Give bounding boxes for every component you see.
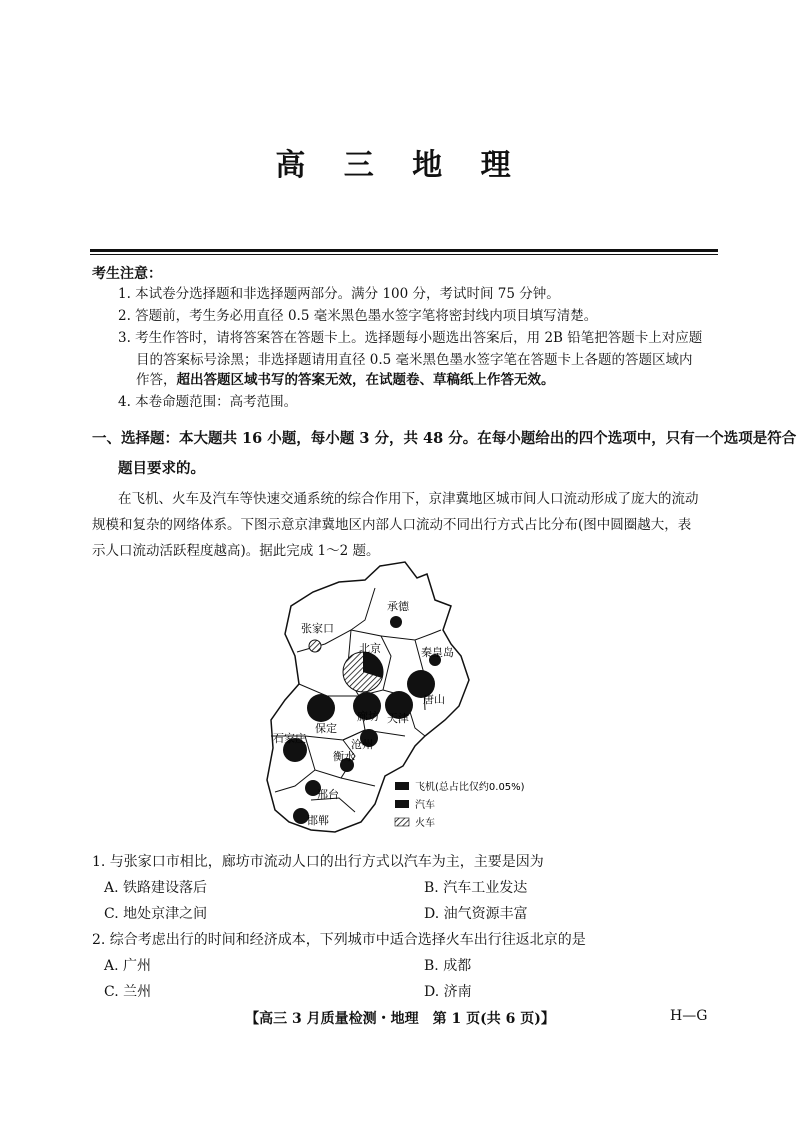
city-label-baoding: 保定 xyxy=(315,722,337,735)
city-label-zhangjiakou: 张家口 xyxy=(301,622,334,635)
notice-item-1: 1. 本试卷分选择题和非选择题两部分。满分 100 分，考试时间 75 分钟。 xyxy=(118,286,560,302)
question-1-option-b[interactable]: B. 汽车工业发达 xyxy=(424,880,528,896)
notice-heading: 考生注意： xyxy=(92,266,162,282)
zhangjiakou-pie xyxy=(309,640,321,652)
notice-item-3: 3. 考生作答时，请将答案答在答题卡上。选择题每小题选出答案后，用 2B 铅笔把答题卡上对应题 xyxy=(118,330,703,346)
question-2-stem: 2. 综合考虑出行的时间和经济成本，下列城市中适合选择火车出行往返北京的是 xyxy=(92,932,586,948)
notice-item-4: 4. 本卷命题范围：高考范围。 xyxy=(118,394,298,410)
city-label-qinhuangdao: 秦皇岛 xyxy=(421,646,454,659)
jingjinji-map xyxy=(255,560,555,840)
section-heading: 一、选择题：本大题共 16 小题，每小题 3 分，共 48 分。在每小题给出的四个选项中，只有一个选项是符合 xyxy=(92,430,797,447)
city-label-chengde: 承德 xyxy=(387,600,409,613)
header-rule-thin xyxy=(90,254,718,255)
notice-item-3-prefix: 作答， xyxy=(136,372,177,388)
legend-train-swatch xyxy=(395,818,409,826)
city-label-tianjin: 天津 xyxy=(387,712,409,725)
chengde-pie xyxy=(390,616,402,628)
city-label-hengshui: 衡水 xyxy=(333,750,355,763)
legend-car-swatch xyxy=(395,800,409,808)
intro-line-3: 示人口流动活跃程度越高)。据此完成 1～2 题。 xyxy=(92,543,380,559)
notice-item-2: 2. 答题前，考生务必用直径 0.5 毫米黑色墨水签字笔将密封线内项目填写清楚。 xyxy=(118,308,598,324)
section-heading-cont: 题目要求的。 xyxy=(118,460,205,477)
legend-plane-swatch xyxy=(395,782,409,790)
baoding-pie xyxy=(307,694,335,722)
city-label-cangzhou: 沧州 xyxy=(351,738,373,751)
question-1-option-c[interactable]: C. 地处京津之间 xyxy=(104,906,208,922)
notice-item-3-emphasis: 超出答题区域书写的答案无效，在试题卷、草稿纸上作答无效。 xyxy=(176,372,555,388)
notice-item-3-cont: 目的答案标号涂黑；非选择题请用直径 0.5 毫米黑色墨水签字笔在答题卡上各题的答题区域内 xyxy=(136,352,693,368)
legend-plane-label: 飞机(总占比仅约0.05%) xyxy=(415,782,525,793)
question-2-option-c[interactable]: C. 兰州 xyxy=(104,984,152,1000)
city-label-tangshan: 唐山 xyxy=(423,693,445,706)
header-rule xyxy=(90,249,718,252)
question-1-stem: 1. 与张家口市相比，廊坊市流动人口的出行方式以汽车为主，主要是因为 xyxy=(92,854,544,870)
legend-train-label: 火车 xyxy=(415,818,435,829)
intro-line-1: 在飞机、火车及汽车等快速交通系统的综合作用下，京津冀地区城市间人口流动形成了庞大的流动 xyxy=(118,491,699,507)
page-footer: 【高三 3 月质量检测・地理 第 1 页(共 6 页)】 xyxy=(245,1011,555,1027)
paper-code: H—G xyxy=(670,1008,708,1024)
notice-item-3-end xyxy=(136,370,555,390)
city-label-xingtai: 邢台 xyxy=(317,788,339,801)
city-label-beijing: 北京 xyxy=(359,642,381,655)
question-2-option-b[interactable]: B. 成都 xyxy=(424,958,472,974)
legend-car-label: 汽车 xyxy=(415,800,435,811)
city-label-shijiazhuang: 石家庄 xyxy=(273,732,306,745)
question-1-option-d[interactable]: D. 油气资源丰富 xyxy=(424,906,528,922)
question-2-option-d[interactable]: D. 济南 xyxy=(424,984,472,1000)
intro-line-2: 规模和复杂的网络体系。下图示意京津冀地区内部人口流动不同出行方式占比分布(图中圆圈越大，表 xyxy=(92,517,692,533)
question-2-option-a[interactable]: A. 广州 xyxy=(104,958,152,974)
city-label-handan: 邯郸 xyxy=(307,814,329,827)
page-title: 高 三 地 理 xyxy=(275,148,525,183)
city-label-langfang: 廊坊 xyxy=(357,710,379,723)
question-1-option-a[interactable]: A. 铁路建设落后 xyxy=(104,880,208,896)
